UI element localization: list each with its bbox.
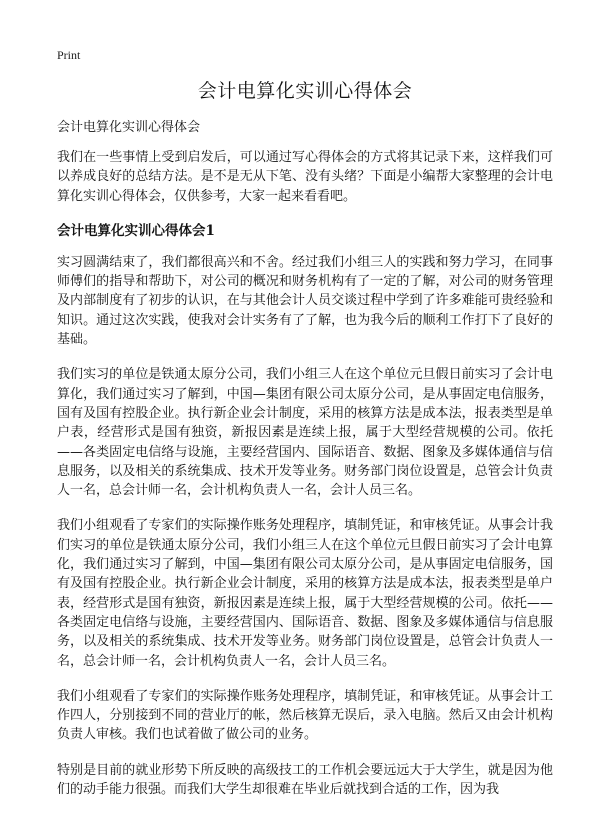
- section-heading: 会计电算化实训心得体会1: [57, 222, 215, 239]
- body-paragraph: 我们实习的单位是铁通太原分公司，我们小组三人在这个单位元旦假日前实习了会计电算化，我们通过实习了解到，中国—集团有限公司太原分公司，是从事固定电信服务，国有及国有控股企业。执行新企业会计制度，采用的核算方法是成本法，报表类型是单户表，经营形式是国有独资，新报因素是连续上报，属于大型经营规模的公司。依托——各类固定电信络与设施，主要经营国内、国际语音、数据、图象及多媒体通信与信息服务，以及相关的系统集成、技术开发等业务。财务部门岗位设置是，总管会计负责人一名，总会计师一名，会计机构负责人一名，会计人员三名。: [57, 367, 553, 499]
- body-paragraph: 特别是目前的就业形势下所反映的高级技工的工作机会要远远大于大学生，就是因为他们的动手能力很强。而我们大学生却很难在毕业后就找到合适的工作，因为我: [57, 762, 553, 798]
- body-paragraph: 实习圆满结束了，我们都很高兴和不舍。经过我们小组三人的实践和努力学习，在同事师傅们的指导和帮助下，对公司的概况和财务机构有了一定的了解，对公司的财务管理及内部制度有了初步的认识，在与其他会计人员交谈过程中学到了许多难能可贵经验和知识。通过这次实践，使我对会计实务有了了解，也为我今后的顺利工作打下了良好的基础。: [57, 254, 553, 348]
- page-title: 会计电算化实训心得体会: [197, 80, 413, 102]
- document-subtitle: 会计电算化实训心得体会: [57, 120, 201, 135]
- print-link[interactable]: Print: [57, 48, 81, 62]
- body-paragraph: 我们小组观看了专家们的实际操作账务处理程序，填制凭证，和审核凭证。从事会计工作四人，分别接到不同的营业厅的帐，然后核算无误后，录入电脑。然后又由会计机构负责人审核。我们也试着做了做公司的业务。: [57, 688, 553, 743]
- body-paragraph: 我们小组观看了专家们的实际操作账务处理程序，填制凭证，和审核凭证。从事会计我们实习的单位是铁通太原分公司，我们小组三人在这个单位元旦假日前实习了会计电算化，我们通过实习了解到，中国—集团有限公司太原分公司，是从事固定电信服务，国有及国有控股企业。执行新企业会计制度，采用的核算方法是成本法，报表类型是单户表，经营形式是国有独资，新报因素是连续上报，属于大型经营规模的公司。依托——各类固定电信络与设施，主要经营国内、国际语音、数据、图象及多媒体通信与信息服务，以及相关的系统集成、技术开发等业务。财务部门岗位设置是，总管会计负责人一名，总会计师一名，会计机构负责人一名，会计人员三名。: [57, 518, 553, 669]
- intro-paragraph: 我们在一些事情上受到启发后，可以通过写心得体会的方式将其记录下来，这样我们可以养成良好的总结方法。是不是无从下笔、没有头绪？下面是小编帮大家整理的会计电算化实训心得体会，仅供参考，大家一起来看看吧。: [57, 150, 553, 204]
- document-body: [57, 148, 553, 815]
